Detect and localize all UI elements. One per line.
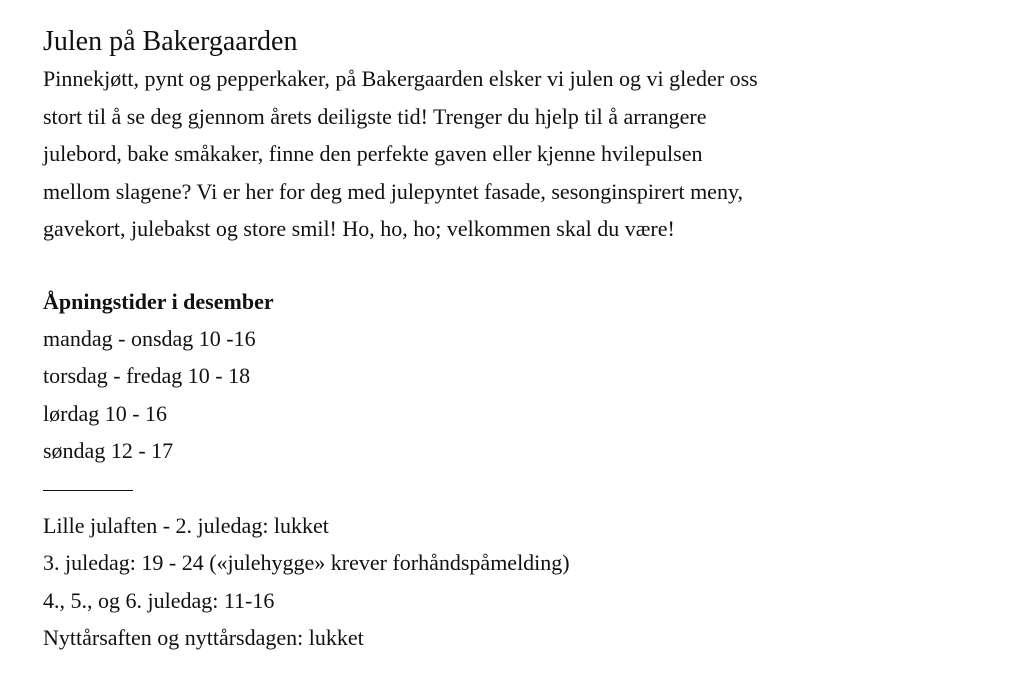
- special-hours-line: 3. juledag: 19 - 24 («julehygge» krever forhåndspåmelding): [43, 550, 570, 575]
- intro-line: julebord, bake småkaker, finne den perfekte gaven eller kjenne hvilepulsen: [43, 141, 703, 166]
- special-hours-list: [43, 507, 993, 657]
- intro-line: Pinnekjøtt, pynt og pepperkaker, på Bakergaarden elsker vi julen og vi gleder oss: [43, 66, 758, 91]
- special-hours-line: Lille julaften - 2. juledag: lukket: [43, 512, 329, 538]
- opening-hours-heading: Åpningstider i desember: [43, 288, 274, 314]
- regular-hours-list: [43, 320, 993, 470]
- special-hours-line: Nyttårsaften og nyttårsdagen: lukket: [43, 625, 364, 650]
- page-content: [43, 24, 993, 657]
- hours-line: mandag - onsdag 10 -16: [43, 325, 256, 351]
- hours-line: lørdag 10 - 16: [43, 400, 168, 426]
- intro-line: gavekort, julebakst og store smil! Ho, ho, ho; velkommen skal du være!: [43, 216, 675, 241]
- intro-paragraph: [43, 60, 993, 248]
- section-divider: [43, 490, 133, 491]
- intro-line: mellom slagene? Vi er her for deg med julepyntet fasade, sesonginspirert meny,: [43, 178, 744, 204]
- hours-line: torsdag - fredag 10 - 18: [43, 363, 251, 388]
- intro-line: stort til å se deg gjennom årets deiligste tid! Trenger du hjelp til å arrangere: [43, 103, 707, 129]
- page-title: Julen på Bakergaarden: [43, 26, 298, 57]
- special-hours-line: 4., 5., og 6. juledag: 11-16: [43, 587, 275, 613]
- hours-line: søndag 12 - 17: [43, 438, 174, 463]
